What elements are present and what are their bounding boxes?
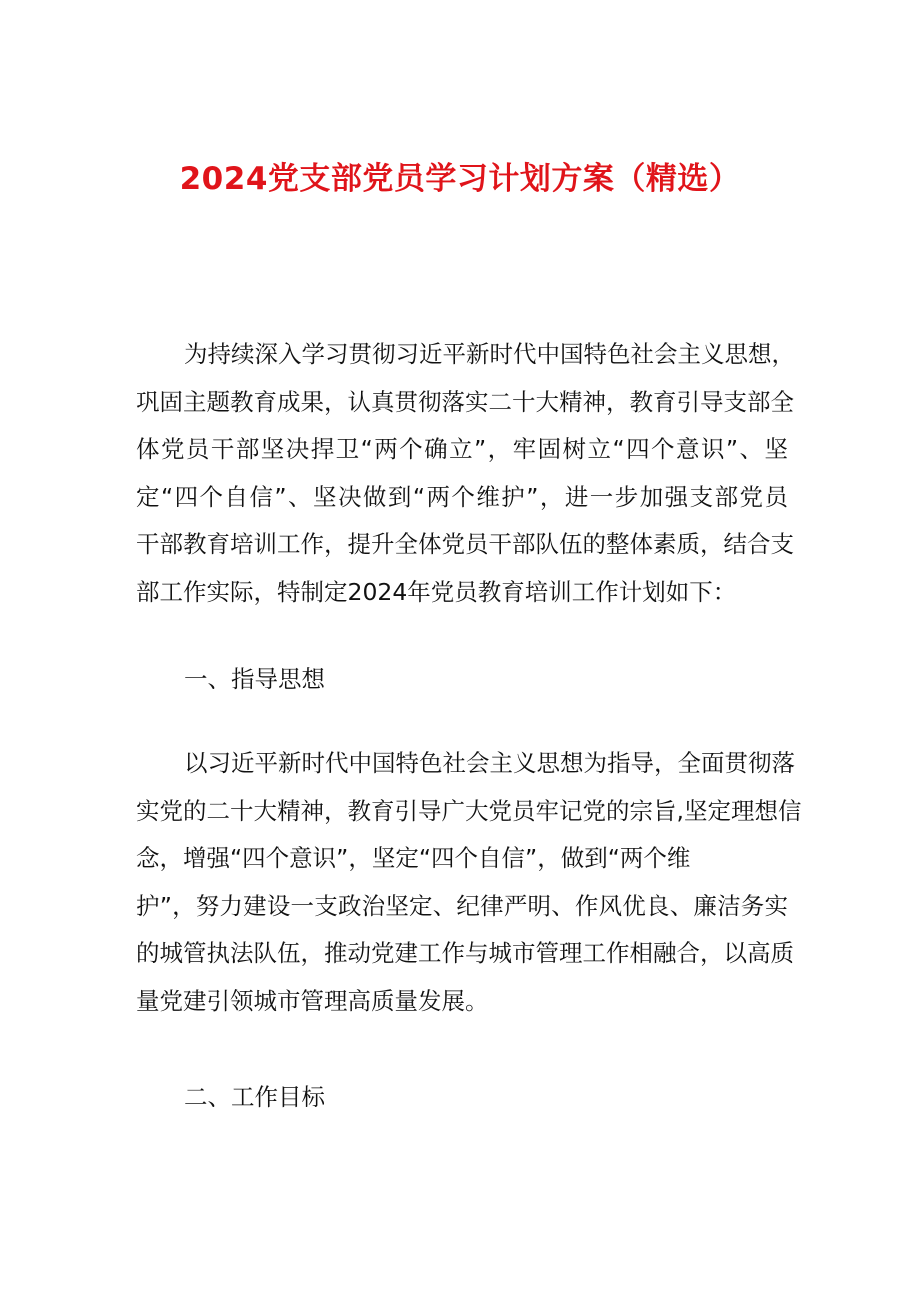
paragraph-line: 的城管执法队伍，推动党建工作与城市管理工作相融合，以高质 (136, 939, 794, 968)
section-heading-guiding-ideology: 一、指导思想 (184, 665, 325, 693)
paragraph-line: 巩固主题教育成果，认真贯彻落实二十大精神，教育引导支部全 (136, 387, 794, 416)
paragraph-line: 部工作实际，特制定2024年党员教育培训工作计划如下： (136, 577, 737, 606)
paragraph-line: 念，增强“四个意识”，坚定“四个自信”，做到“两个维 (136, 844, 691, 873)
section-heading-work-goals: 二、工作目标 (184, 1083, 325, 1111)
guiding-ideology-paragraph (136, 740, 802, 1026)
intro-paragraph (136, 331, 795, 617)
paragraph-line: 为持续深入学习贯彻习近平新时代中国特色社会主义思想， (184, 340, 795, 368)
paragraph-line: 干部教育培训工作，提升全体党员干部队伍的整体素质，结合支 (136, 530, 794, 559)
paragraph-line: 量党建引领城市管理高质量发展。 (136, 986, 489, 1015)
paragraph-line: 实党的二十大精神，教育引导广大党员牢记党的宗旨,坚定理想信 (136, 796, 802, 825)
paragraph-line: 定“四个自信”、坚决做到“两个维护”，进一步加强支部党员 (136, 482, 788, 511)
document-title: 2024党支部党员学习计划方案（精选） (179, 161, 741, 197)
paragraph-line: 以习近平新时代中国特色社会主义思想为指导，全面贯彻落 (184, 749, 795, 777)
paragraph-line: 体党员干部坚决捍卫“两个确立”，牢固树立“四个意识”、坚 (136, 435, 788, 464)
paragraph-line: 护”，努力建设一支政治坚定、纪律严明、作风优良、廉洁务实 (136, 891, 788, 920)
